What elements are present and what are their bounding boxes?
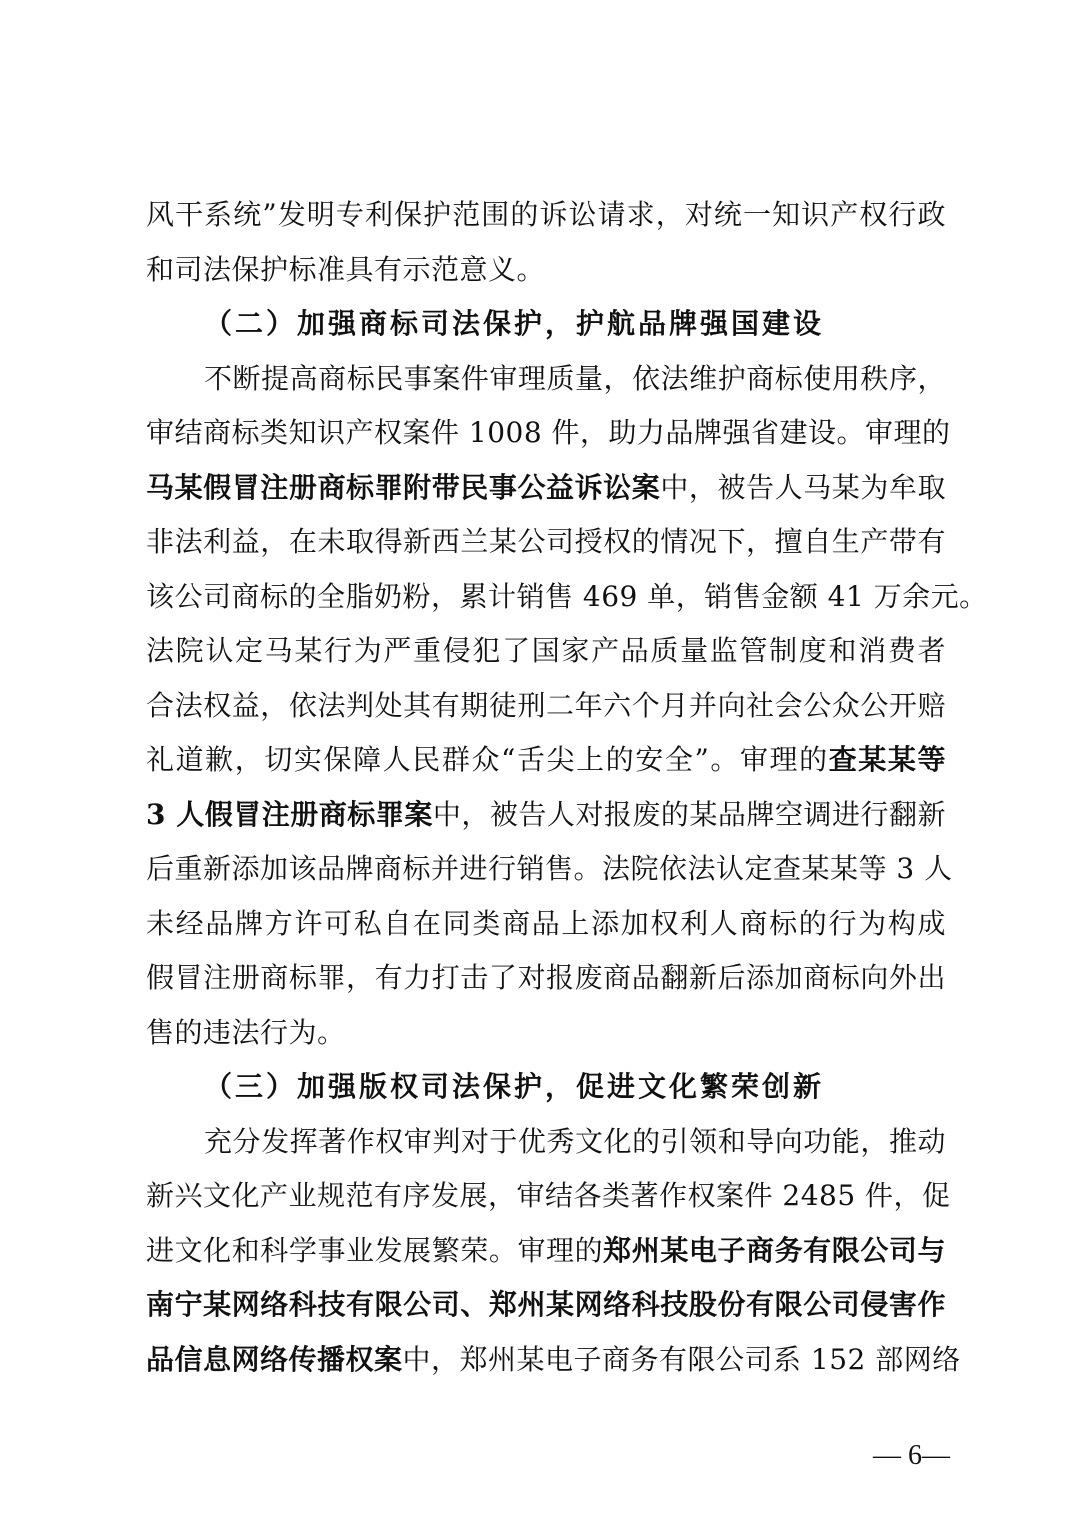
case-name: 马某假冒注册商标罪附带民事公益诉讼案 xyxy=(146,470,661,504)
text-line: 假冒注册商标罪，有力打击了对报废商品翻新后添加商标向外出 xyxy=(146,961,946,994)
text-line: 该公司商标的全脂奶粉，累计销售 469 单，销售金额 41 万余元。 xyxy=(146,579,988,613)
text-line: 审结商标类知识产权案件 1008 件，助力品牌强省建设。审理的 xyxy=(146,416,951,449)
case-name: 南宁某网络科技有限公司、郑州某网络科技股份有限公司侵害作 xyxy=(146,1288,946,1321)
text-line: 和司法保护标准具有示范意义。 xyxy=(146,252,546,286)
text-line: 礼道歉，切实保障人民群众“舌尖上的安全”。审理的查某某等 xyxy=(146,743,946,776)
document-body xyxy=(146,188,988,1387)
section-heading: （二）加强商标司法保护，护航品牌强国建设 xyxy=(204,307,825,340)
case-name: 品信息网络传播权案 xyxy=(146,1342,403,1376)
paragraph-first-line: 不断提高商标民事案件审理质量，依法维护商标使用秩序， xyxy=(204,361,946,395)
text-line: 新兴文化产业规范有序发展，审结各类著作权案件 2485 件，促 xyxy=(146,1179,951,1212)
paragraph-first-line: 充分发挥著作权审判对于优秀文化的引领和导向功能，推动 xyxy=(204,1124,946,1158)
text-line xyxy=(146,1278,946,1333)
case-name: 郑州某电子商务有限公司与 xyxy=(603,1233,946,1267)
text-line: 3 人假冒注册商标罪案中，被告人对报废的某品牌空调进行翻新 xyxy=(146,797,946,831)
text-line: 售的违法行为。 xyxy=(146,1015,346,1049)
case-name: 查某某等 xyxy=(828,743,946,776)
text-line: 风干系统”发明专利保护范围的诉讼请求，对统一知识产权行政 xyxy=(146,198,946,231)
case-name: 3 人假冒注册商标罪案 xyxy=(146,797,433,831)
text-line: 进文化和科学事业发展繁荣。审理的郑州某电子商务有限公司与 xyxy=(146,1233,946,1267)
text-line: 合法权益，依法判处其有期徒刑二年六个月并向社会公众公开赔 xyxy=(146,688,946,722)
text-line: 未经品牌方许可私自在同类商品上添加权利人商标的行为构成 xyxy=(146,906,946,940)
text-line: 马某假冒注册商标罪附带民事公益诉讼案中，被告人马某为牟取 xyxy=(146,470,946,504)
page-number: — 6— xyxy=(873,1440,950,1471)
text-line: 非法利益，在未取得新西兰某公司授权的情况下，擅自生产带有 xyxy=(146,525,946,558)
text-line: 法院认定马某行为严重侵犯了国家产品质量监管制度和消费者 xyxy=(146,634,946,667)
text-line: 品信息网络传播权案中，郑州某电子商务有限公司系 152 部网络 xyxy=(146,1342,961,1376)
section-heading: （三）加强版权司法保护，促进文化繁荣创新 xyxy=(204,1070,825,1103)
text-line: 后重新添加该品牌商标并进行销售。法院依法认定查某某等 3 人 xyxy=(146,852,953,885)
